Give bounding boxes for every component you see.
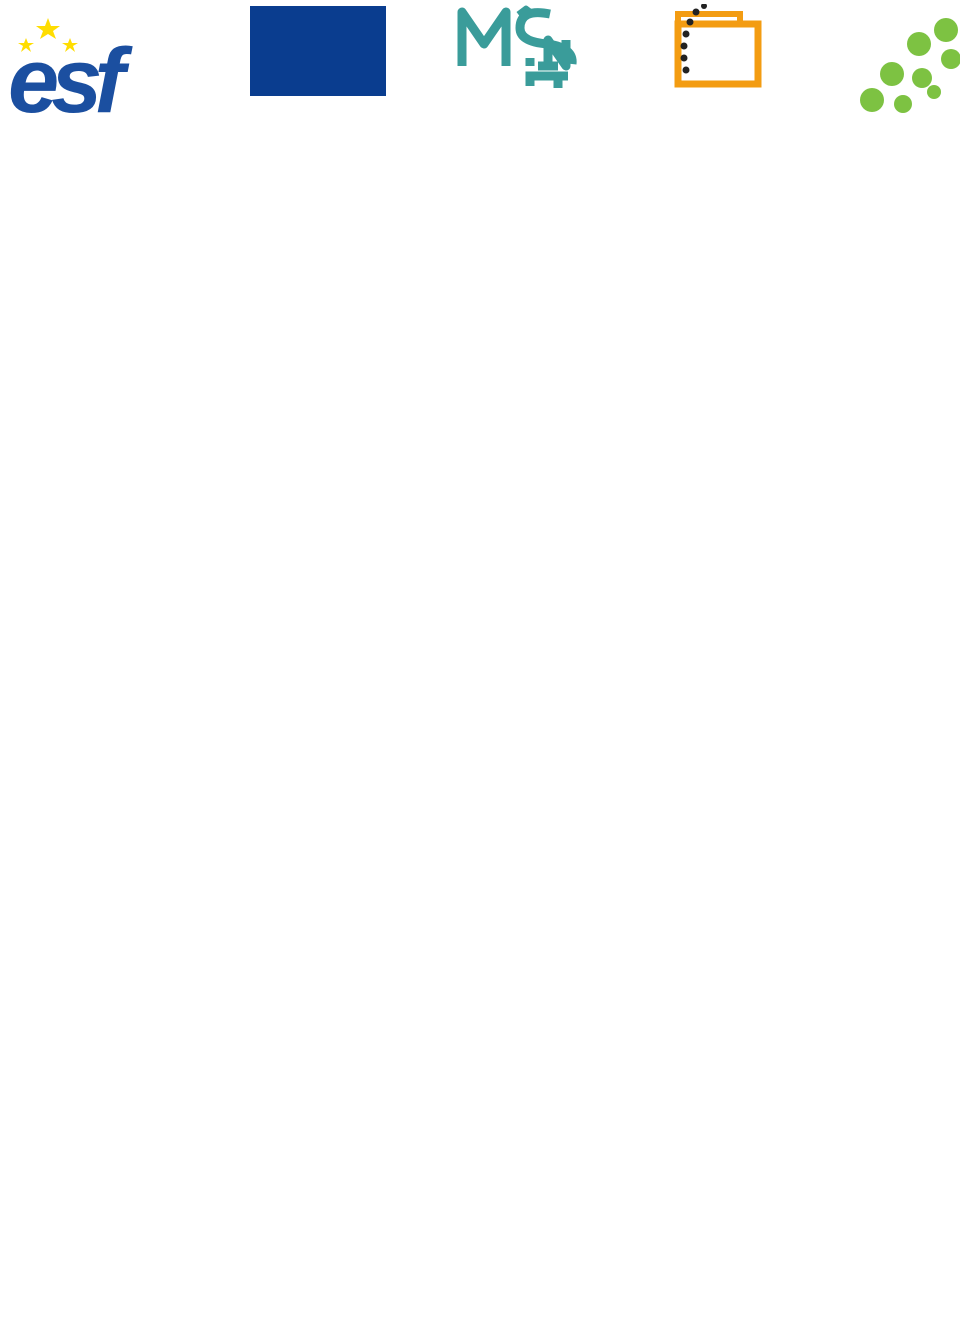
- msmt-emblem-icon: [462, 8, 572, 74]
- msmt-logo: [398, 4, 632, 120]
- op-emblem-icon: [678, 4, 758, 84]
- header-logos: [0, 0, 960, 160]
- mendelu-logo: [806, 0, 960, 118]
- mendelu-dots-icon: [860, 18, 960, 113]
- spacer: [30, 171, 960, 199]
- esf-logo: [8, 8, 240, 118]
- document-body: [30, 171, 960, 227]
- svg-text:esf: esf: [8, 30, 117, 118]
- spacer: [30, 199, 960, 227]
- eu-flag-logo: [250, 6, 386, 120]
- op-vzdelavani-logo: [640, 4, 792, 120]
